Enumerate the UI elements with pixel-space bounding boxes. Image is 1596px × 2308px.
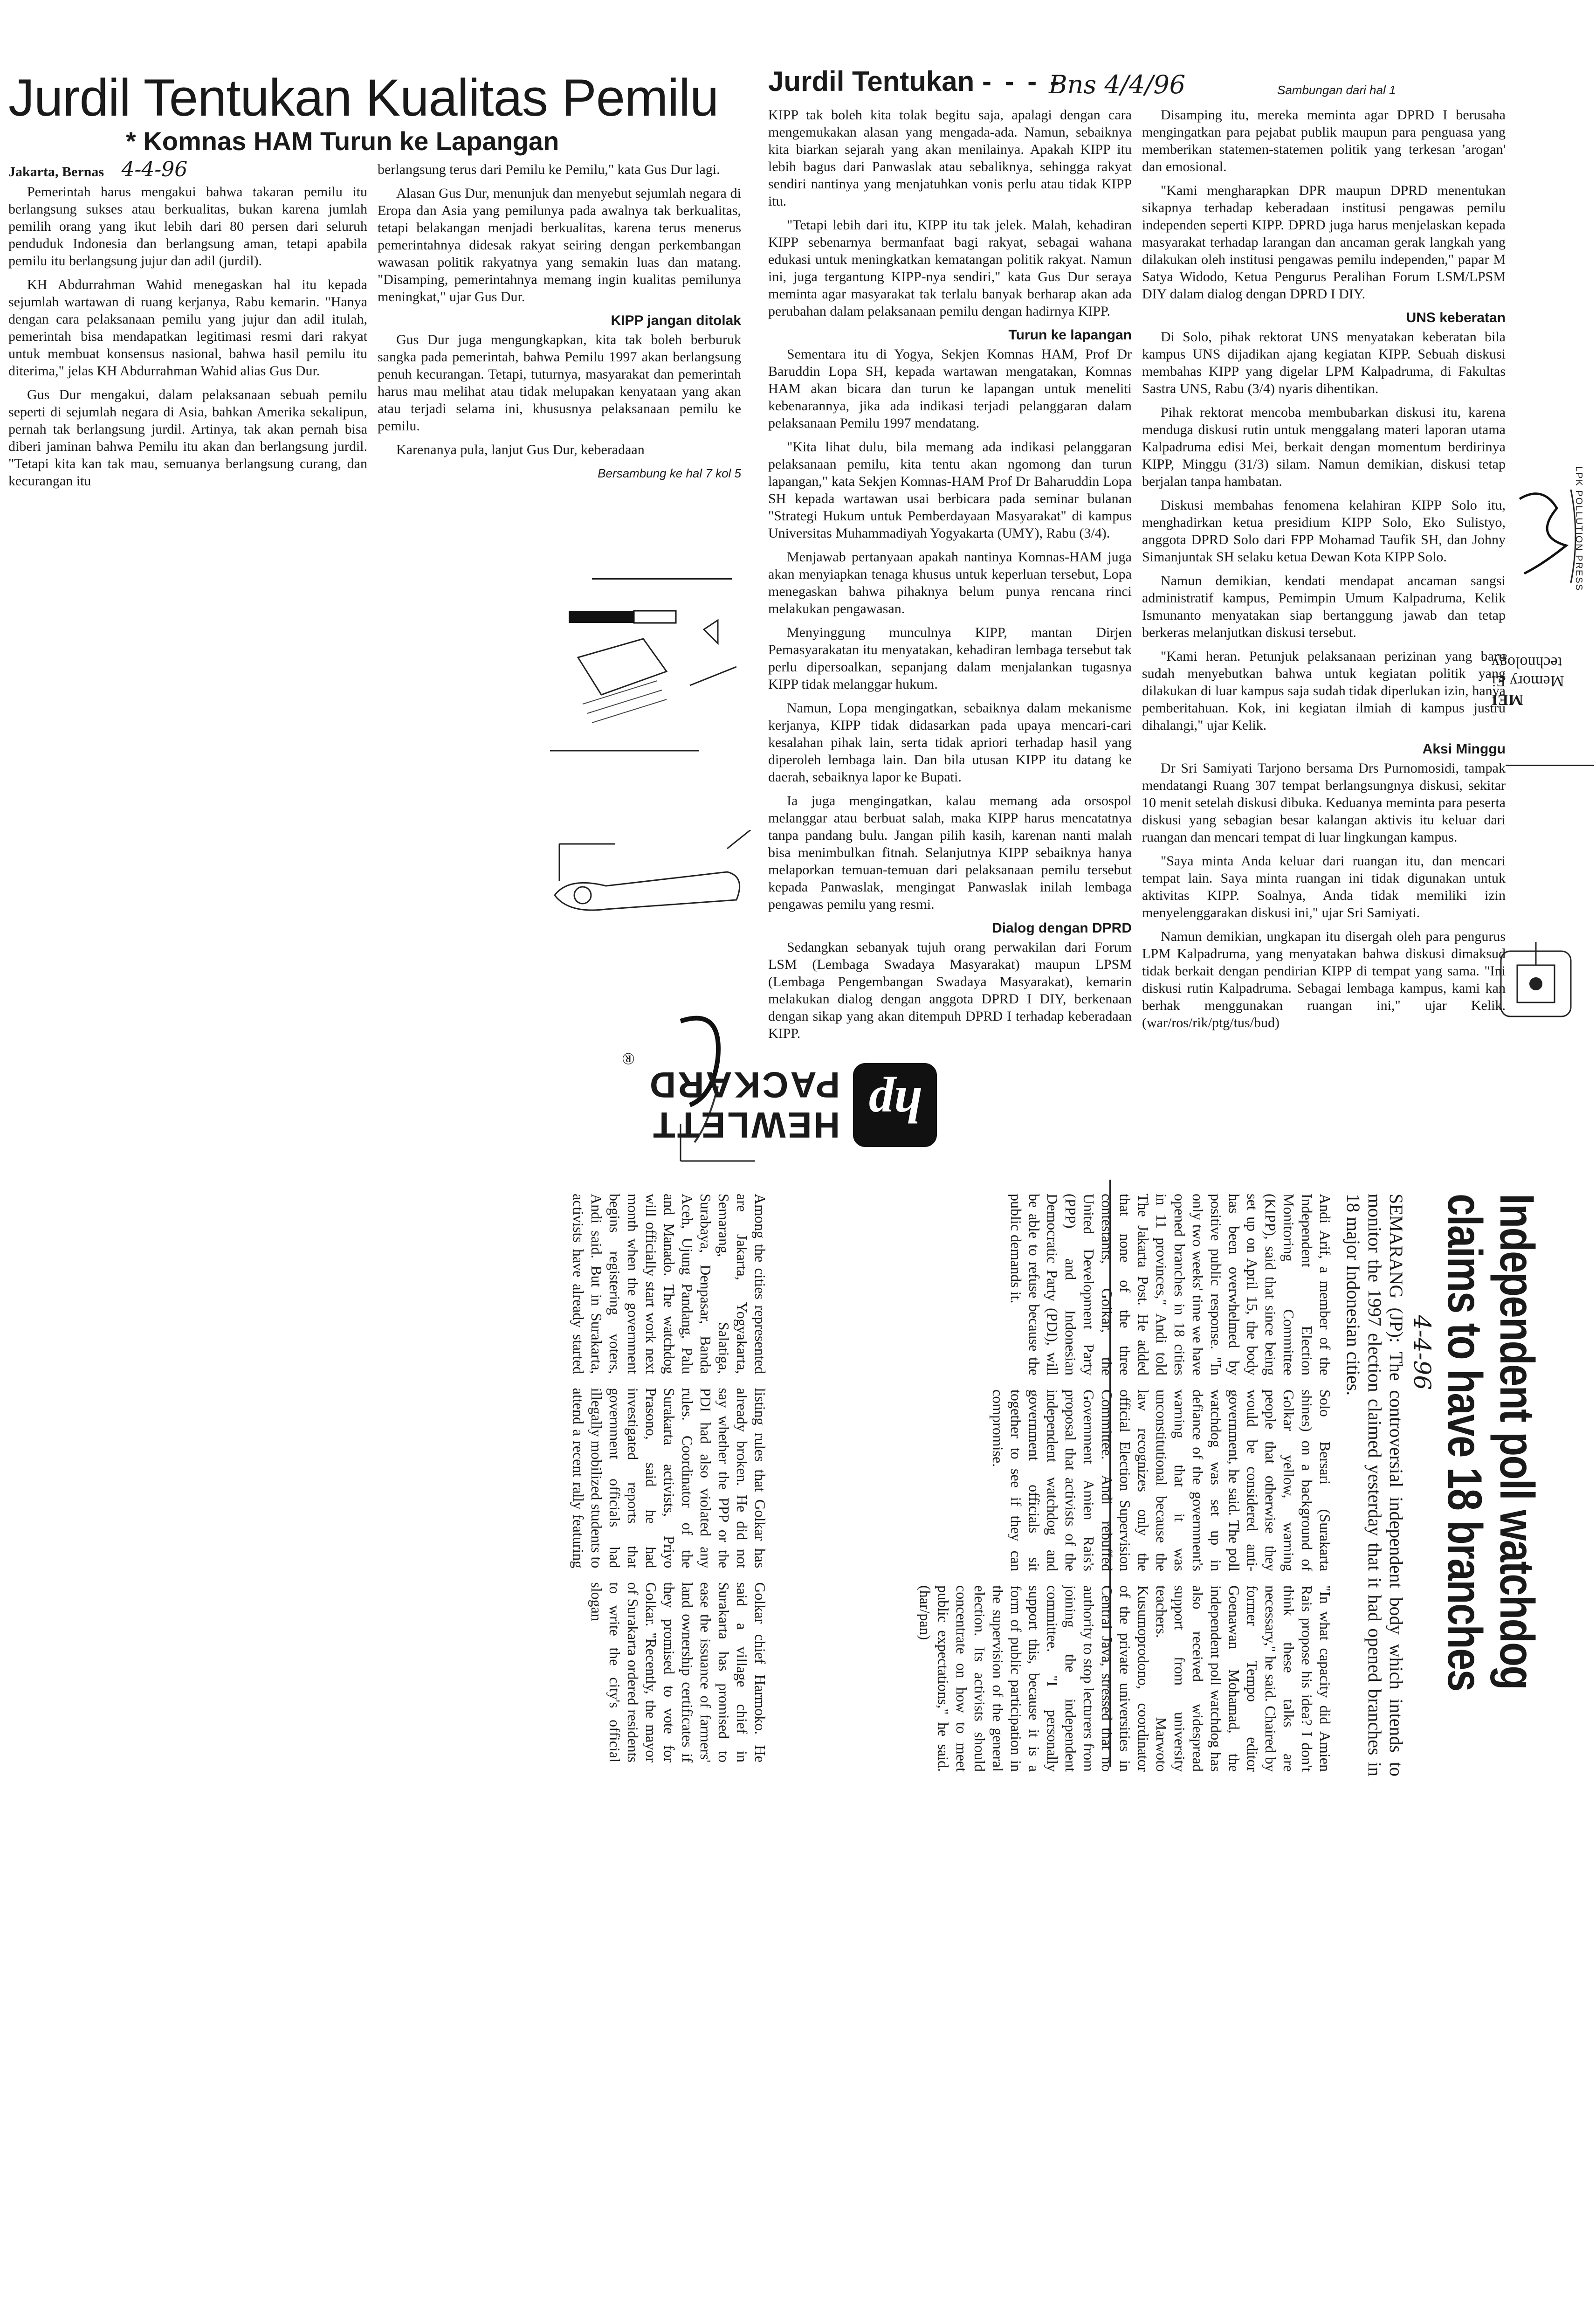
subhead-aksi: Aksi Minggu: [1422, 741, 1506, 757]
clip-tool-drawing: [550, 830, 755, 951]
paragraph: Menjawab pertanyaan apakah nantinya Komnas-HAM juga akan menyiapkan tenaga khusus untuk keperluan tersebut, Lopa menegaskan bahwa pihaknya belum punya rencana rinci melakukan pengawasan.: [768, 549, 1132, 616]
paragraph: Sementara itu di Yogya, Sekjen Komnas HAM, Prof Dr Baruddin Lopa SH, kepada wartawan mengatakan, Komnas HAM akan bicara dan turun ke lapangan untuk meneliti kebenarannya, jika ada indikasi terjadi pelanggaran dalam pelaksanaan Pemilu 1997 mendatang.: [768, 346, 1132, 431]
hp-brand-line: HEWLETT: [651, 1105, 840, 1146]
paragraph: Pemerintah harus mengakui bahwa takaran pemilu itu berlangsung sukses atau berkualitas, bukan karena jumlah pemilih orang yang ikut lebih dari 80 persen dari seluruh penduduk Indonesia dan berlangsung aman, tetapi apabila pemilu itu berlangsung jujur dan adil (jurdil).: [8, 184, 367, 269]
paragraph: Gus Dur mengakui, dalam pelaksanaan sebuah pemilu seperti di sejumlah negara di Asia, bahkan Amerika sekalipun, pernah tak berlangsung jurdil. Artinya, tak akan pernah bisa diberi jaminan bahwa Pemilu itu akan dan berlangsung jurdil. "Tetapi kita kan tak mau, semuanya berlangsung curang, dan kecurangan itu: [8, 387, 367, 489]
paragraph: Namun demikian, ungkapan itu disergah oleh para pengurus LPM Kalpadruma, yang menyatakan bahwa diskusi dimaksud tidak berkait dengan pendirian KIPP di tempat yang sama. "Ini diskusi rutin Kalpadruma. Sebagai lembaga kampus, kami kan berhak menggunakan ruangan ini," ujar Kelik.(war/ros/rik/ptg/tus/bud): [1142, 929, 1506, 1030]
clip-corner-drawing: [550, 601, 736, 760]
margin-label-line: technology: [1492, 654, 1562, 671]
subhead-kipp: KIPP jangan ditolak: [611, 313, 741, 328]
margin-label-line: MEI: [1492, 691, 1523, 708]
paragraph: "Kami mengharapkan DPR maupun DPRD menentukan sikapnya terhadap keberadaan institusi pengawas pemilu independen seperti KIPP. DPRD juga harus menjelaskan kepada masyarakat terhadap larangan dan ancaman gerak langkah yang dilakukan oleh institusi pengawas pemilu independen," papar M Satya Widodo, Ketua Pengurus Peralihan Forum LSM/LPSM DIY dalam dialog dengan DPRD I DIY.: [1142, 183, 1506, 302]
left-subheadline: * Komnas HAM Turun ke Lapangan: [126, 126, 559, 156]
paragraph: Ia juga mengingatkan, kalau memang ada orsospol melanggar atau berbuat salah, maka KIPP harus mencatatnya tanpa pandang bulu. Jangan pilih kasih, karenan nanti malah bisa menimbulkan fitnah. Selanjutnya KIPP sebaiknya hanya melaporkan temuan-temuan dari pelaksanaan pemilu tersebut kepada Panwaslak, mengingat Panwaslak inilah lembaga pengawas pemilu yang resmi.: [768, 793, 1132, 912]
subhead-turun: Turun ke lapangan: [1008, 327, 1132, 343]
paragraph: berlangsung terus dari Pemilu ke Pemilu," kata Gus Dur lagi.: [378, 162, 720, 177]
paragraph: Pihak rektorat mencoba membubarkan diskusi itu, karena mendugа diskusi rutin untuk menggalang materi laporan utama Kalpadruma edisi Mei, berkait dengan momentum berdirinya KIPP, Minggu (31/3) silam. Namun demikian, diskusi tetap berjalan tanpa hambatan.: [1142, 405, 1506, 489]
cut-mark: [1506, 765, 1594, 766]
right-column-b: [1142, 106, 1506, 1038]
margin-label-line: Memory Ei: [1492, 672, 1564, 690]
paragraph: Namun, Lopa mengingatkan, sebaiknya dalam mekanisme kerjanya, KIPP tidak didasarkan pada upaya mencari-cari kesalahan pihak lain, serta tidak apriori terhadap hasil yang diperoleh lembaga lain. Dan bila utusan KIPP itu datang ke daerah, sebaiknya lapor ke Bupati.: [768, 700, 1132, 785]
paragraph: "Kami heran. Petunjuk pelaksanaan perizinan yang baru sudah menyebutkan bahwa untuk kegiatan politik yang dilakukan di luar kampus saja sudah tidak diperlukan izin, hanya pemberitahuan. Kok, ini kegiatan ilmiah di kampus justru dihalangi," ujar Kelik.: [1142, 649, 1506, 733]
handwritten-date: 4-4-96: [121, 158, 188, 181]
english-column-2: Solo Bersari (Surakarta shines) on a background of Golkar yellow, warning people that otherwise they would be considered anti-government, he said. The poll watchdog was set up in defiance of the government's warning that it was unconstitutional because the law recognizes only the official Election Supervision Committee. Andi rebuffed Government Amien Rais's proposal that activists of the independent watchdog and government officials sit together to see if they can compromise.: [990, 1389, 1334, 1571]
hp-logo: hp: [853, 1063, 937, 1147]
margin-stamp: LPK POLLUTION PRESS: [1574, 466, 1584, 592]
paragraph: KH Abdurrahman Wahid menegaskan hal itu kepada sejumlah wartawan di ruang kerjanya, Rabu kemarin. "Hanya dengan cara pelaksanaan pemilu yang jujur dan adil itulah, pemerintah bisa mendapatkan legitimasi resmi dari rakyat untuk membuat konsensus nasional, bahwa hasil pemilu itu diterima," jelas KH Abdurrahman Wahid alias Gus Dur.: [8, 277, 367, 379]
registered-mark: ®: [622, 1050, 635, 1068]
left-headline: Jurdil Tentukan Kualitas Pemilu: [8, 69, 719, 127]
left-column-1: [8, 158, 367, 496]
english-lead: SEMARANG (JP): The controversial independent body which intends to monitor the 1997 election claimed yesterday that it had opened branches in 18 major Indonesian cities.: [1343, 1194, 1407, 1776]
english-column-3: "In what capacity did Amien Rais propose his idea? I don't think these talks are necessary," he said. Chaired by former Tempo editor Goenawan Mohamad, the independent poll watchdog has also received widespread support from university teachers. Marwoto Kusumoprodono, coordinator of the private universities in Central Java, stressed that no authority to stop lecturers from joining the independent committee. "I personally support this, because it is a form of public participation in the supervision of the general election. Its activists should concentrate on how to meet public expectations," he said. (har/pan): [917, 1585, 1334, 1772]
hp-advert: [573, 1049, 937, 1161]
paragraph: Alasan Gus Dur, menunjuk dan menyebut sejumlah negara di Eropa dan Asia yang pemilunya pada awalnya tak berkualitas, tetapi belakangan menjadi berkualitas, karena terus menerus pemerintahnya didesak rakyat seiring dengan perkembangan wawasan politik rakyatnya yang semakin luas dan matang. "Disamping, pemerintahnya memang ingin kualitas pemilunya meningkat," ujar Gus Dur.: [378, 186, 741, 304]
paragraph: Disamping itu, mereka meminta agar DPRD I berusaha mengingatkan para pejabat publik maupun para penguasa yang memberikan statemen-statemen politik yang terkesan 'arogan' dan emosional.: [1142, 107, 1506, 174]
paragraph: KIPP tak boleh kita tolak begitu saja, apalagi dengan cara mengemukakan alasan yang mengada-ada. Namun, sebaiknya kita biarkan sejarah yang akan menilainya. Apakah KIPP itu lebih bagus dari Panwaslak atau sebaliknya, sehingga rakyat sendiri nantinya yang menjatuhkan vonis perlu atau tidak KIPP itu.: [768, 107, 1132, 209]
english-handwritten-date: 4-4-96: [1409, 1315, 1436, 1390]
margin-product-drawing: [1492, 933, 1585, 1035]
dateline: Jakarta, Bernas: [8, 164, 104, 180]
subhead-uns: UNS keberatan: [1406, 310, 1506, 325]
paragraph: Namun demikian, kendati mendapat ancaman sangsi administratif kampus, Pemimpin Umum Kalpadruma, Kelik Ismunanto menyatakan siap bertanggung jawab dan tetap berkeras melanjutkan diskusi tersebut.: [1142, 573, 1506, 640]
paragraph: "Tetapi lebih dari itu, KIPP itu tak jelek. Malah, kehadiran KIPP sebenarnya bermanfaat bagi rakyat, sebagai wahana edukasi untuk meningkatkan kematangan politik rakyat. Namun ini, juga tergantung KIPP-nya sendiri," kata Gus Dur seraya meminta agar masyarakat tak terlalu banyak berharap akan ada perubahan dalam pelaksanaan pemilu dengan hadirnya KIPP.: [768, 217, 1132, 319]
english-article: [900, 1194, 1543, 1776]
cut-mark: [592, 578, 732, 580]
paragraph: Dr Sri Samiyati Tarjono bersama Drs Purnomosidi, tampak mendatangi Ruang 307 tempat berlangsungnya diskusi, sekitar 10 menit setelah diskusi dibuka. Keduanya meminta para peserta diskusi yang sebagian besar kalangan aktivis itu keluar dari ruangan dan mencari tempat di luar lingkungan kampus.: [1142, 760, 1506, 845]
paragraph: "Saya minta Anda keluar dari ruangan itu, dan mencari tempat lain. Saya minta ruangan ini tidak digunakan untuk aktivitas KIPP. Soalnya, Anda tidak memiliki izin menyelenggarakan diskusi ini," ujar Sri Samiyati.: [1142, 853, 1506, 920]
paragraph: Sedangkan sebanyak tujuh orang perwakilan dari Forum LSM (Lembaga Swadaya Masyarakat) maupun LPSM (Lembaga Pengembangan Swadaya Masyarakat), kemarin melakukan dialog dengan anggota DPRD I DIY, berkenaan dengan sikap yang akan ditempuh DPRD I terhadap keberadaan KIPP.: [768, 940, 1132, 1041]
right-column-a: [768, 106, 1132, 1049]
paragraph: Menyinggung munculnya KIPP, mantan Dirjen Pemasyarakatan itu menyatakan, kehadiran lembaga tersebut tak perlu dipersoalkan, sepanjang dalam menjalankan tugasnya KIPP tidak melanggar hukum.: [768, 625, 1132, 692]
signature-mark: [1506, 480, 1585, 592]
paragraph: "Kita lihat dulu, bila memang ada indikasi pelanggaran pelaksanaan pemilu, kita tentu akan ngomong dan turun lapangan," kata Sekjen Komnas-HAM Prof Dr Baharuddin Lopa SH kepada wartawan usai berbicara pada seminar bulanan "Strategi Hukum untuk Pemberdayaan Masyarakat" di kampus Universitas Muhammadiyah Yogyakarta (UMY), Rabu (3/4).: [768, 439, 1132, 541]
margin-label: [1492, 653, 1594, 709]
continued-note: Bersambung ke hal 7 kol 5: [598, 466, 741, 480]
subhead-dialog: Dialog dengan DPRD: [991, 920, 1132, 936]
paragraph: Di Solo, pihak rektorat UNS menyatakan keberatan bila kampus UNS dijadikan ajang kegiatan KIPP. Sebuah diskusi membahas KIPP yang digelar LPM Kalpadruma, di Fakultas Sastra UNS, Rabu (3/4) nyaris dihentikan.: [1142, 329, 1506, 396]
paragraph: Gus Dur juga mengungkapkan, kita tak boleh berburuk sangka pada pemerintah, bahwa Pemilu 1997 akan berlangsung penuh kecurangan. Tetapi, tuturnya, masyarakat dan pemerintah harus mau melihat atau tidak melupakan kenyataan yang akan atau terjadi selama ini, khususnya pelaksanaan pemilu ke pemilu.: [378, 332, 741, 434]
english-article-continued: [536, 1194, 769, 1776]
english-column-1: Andi Arif, a member of the Independent Election Monitoring Committee (KIPP), said that since being set up on April 15, the body has been overwhelmed by positive public response. "In only two weeks' time we have opened branches in 18 cities in 11 provinces," Andi told The Jakarta Post. He added that none of the three contestants, Golkar, the United Development Party (PPP) and Indonesian Democratic Party (PDI), will be able to refuse because the public demands it.: [1008, 1194, 1334, 1375]
english-column-4: Among the cities represented are Jakarta, Yogyakarta, Semarang, Salatiga, Surabaya, Denpasar, Banda Aceh, Ujung Pandang, Palu and Manado. The watchdog will officially start work next month when the government begins registering voters, Andi said. But in Surakarta, activists have already started listing rules that Golkar has already broken. He did not say whether the PPP or the PDI had also violated any rules. Coordinator of the Surakarta activists, Priyo Prasono, said he had investigated reports that government officials had illegally mobilized students to attend a recent rally featuring Golkar chief Harmoko. He said a village chief in Surakarta has promised to ease the issuance of farmers' land ownership certificates if they promised to vote for Golkar. "Recently, the mayor of Surakarta ordered residents to write the city's official slogan: [570, 1194, 769, 1762]
right-handwritten-note: Bns 4/4/96: [1049, 70, 1186, 99]
paragraph: Karenanya pula, lanjut Gus Dur, keberadaan: [396, 442, 645, 457]
english-headline: Independent poll watchdog claims to have 18 branches: [1438, 1194, 1544, 1691]
continued-from: Sambungan dari hal 1: [1277, 83, 1396, 97]
paragraph: Diskusi membahas fenomena kelahiran KIPP Solo itu, menghadirkan ketua presidium KIPP Solo, Eko Sulistyo, anggota DPRD Solo dari FPP Mohamad Taufik SH, dan Johny Simanjuntak SH selaku ketua Dewan Kota KIPP Solo.: [1142, 498, 1506, 565]
hp-brand-line: PACKARD: [647, 1064, 840, 1106]
right-headline: Jurdil Tentukan - - - -: [768, 66, 1062, 97]
left-column-2: [378, 161, 741, 482]
